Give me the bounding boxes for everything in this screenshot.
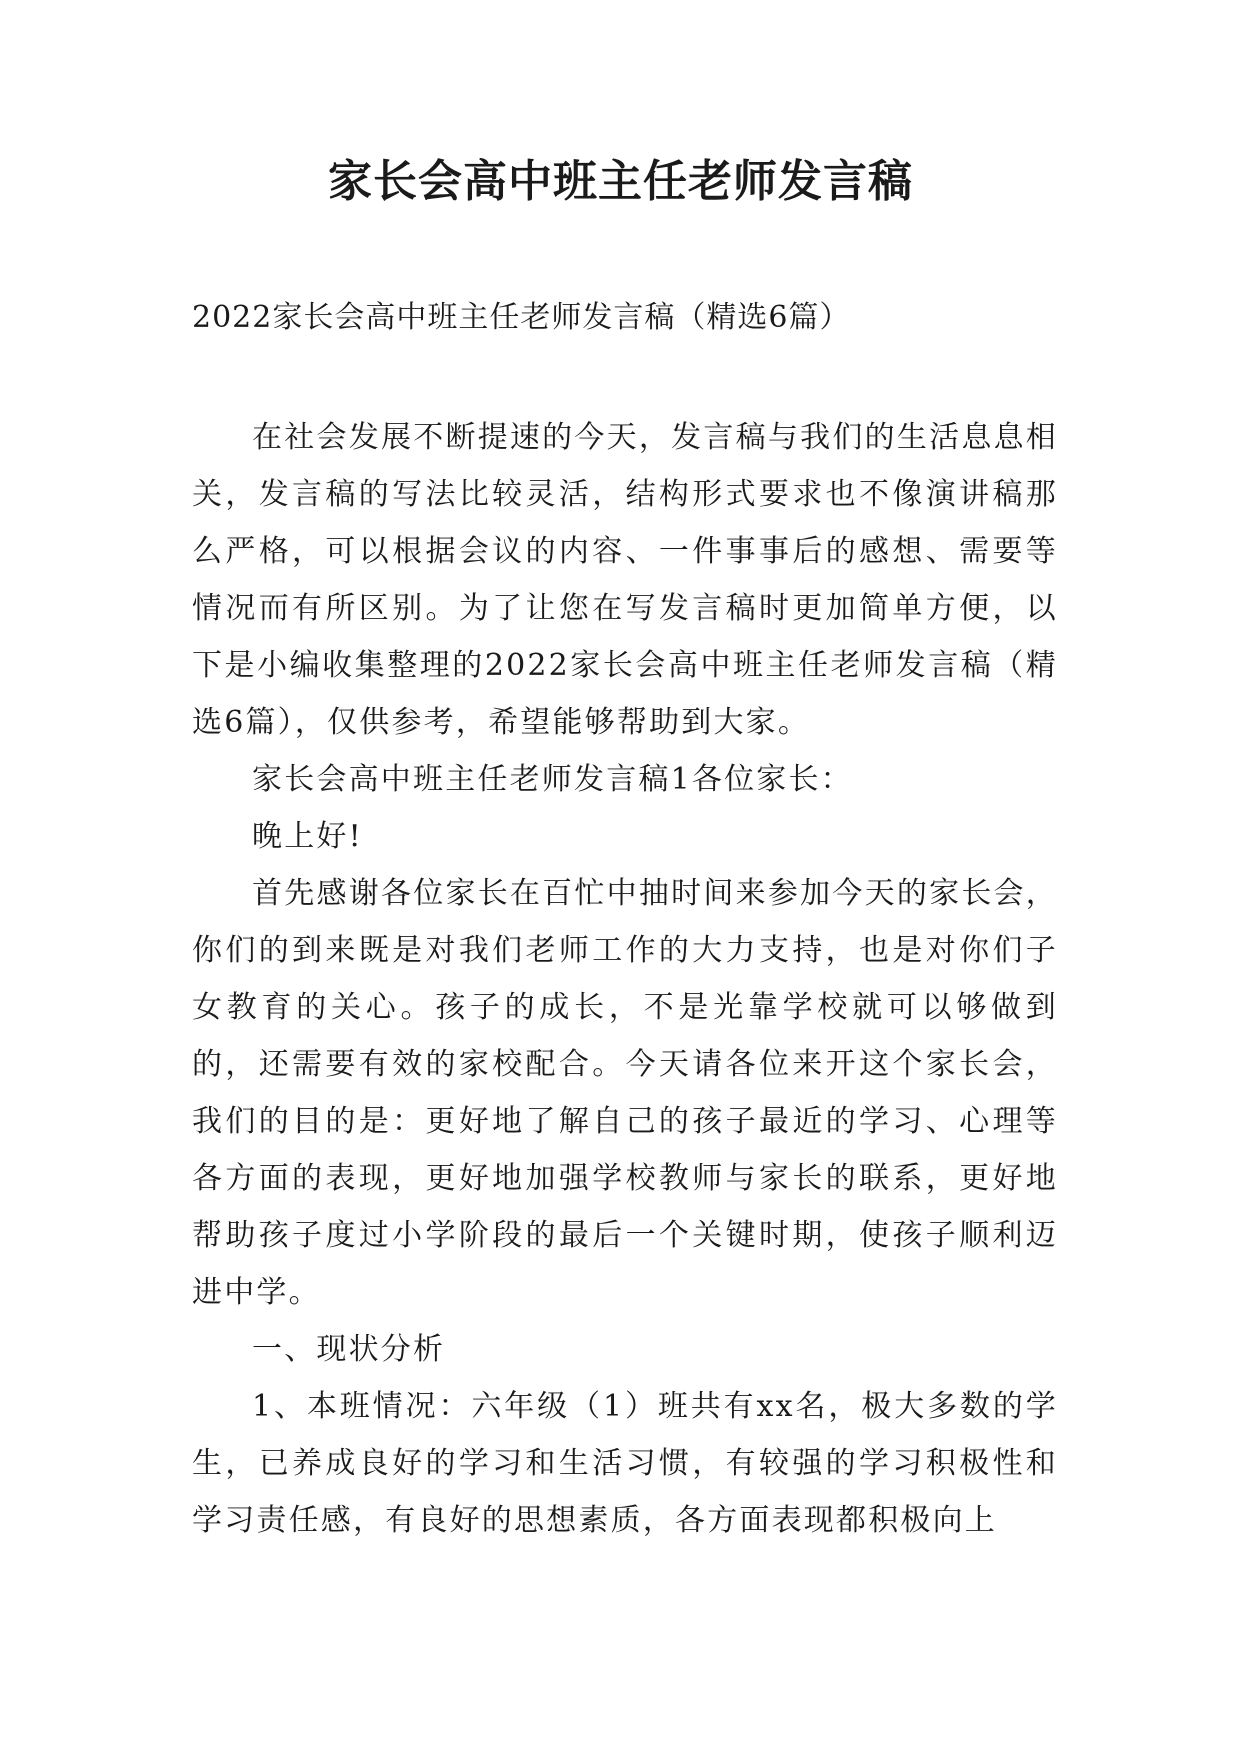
paragraph-salutation: 家长会高中班主任老师发言稿1各位家长： (252, 762, 853, 797)
paragraph-greeting: 晚上好! (252, 819, 363, 854)
paragraph-intro: 在社会发展不断提速的今天，发言稿与我们的生活息息相关，发言稿的写法比较灵活，结构形式要求也不像演讲稿那么严格，可以根据会议的内容、一件事事后的感想、需要等情况而有所区别。为了让您在写发言稿时更加简单方便，以下是小编收集整理的2022家长会高中班主任老师发言稿（精选6篇），仅供参考，希望能够帮助到大家。 (192, 420, 1058, 740)
paragraph-thanks: 首先感谢各位家长在百忙中抽时间来参加今天的家长会，你们的到来既是对我们老师工作的大力支持，也是对你们子女教育的关心。孩子的成长，不是光靠学校就可以够做到的，还需要有效的家校配合。今天请各位来开这个家长会，我们的目的是：更好地了解自己的孩子最近的学习、心理等各方面的表现，更好地加强学校教师与家长的联系，更好地帮助孩子度过小学阶段的最后一个关键时期，使孩子顺利迈进中学。 (192, 876, 1058, 1310)
document-body (192, 409, 1058, 1549)
document-title: 家长会高中班主任老师发言稿 (328, 156, 913, 207)
section-heading: 一、现状分析 (252, 1332, 446, 1367)
paragraph-class-situation: 1、本班情况：六年级（1）班共有xx名，极大多数的学生，已养成良好的学习和生活习惯，有较强的学习积极性和学习责任感，有良好的思想素质，各方面表现都积极向上 (192, 1389, 1058, 1538)
document-subtitle: 2022家长会高中班主任老师发言稿（精选6篇） (192, 300, 851, 335)
